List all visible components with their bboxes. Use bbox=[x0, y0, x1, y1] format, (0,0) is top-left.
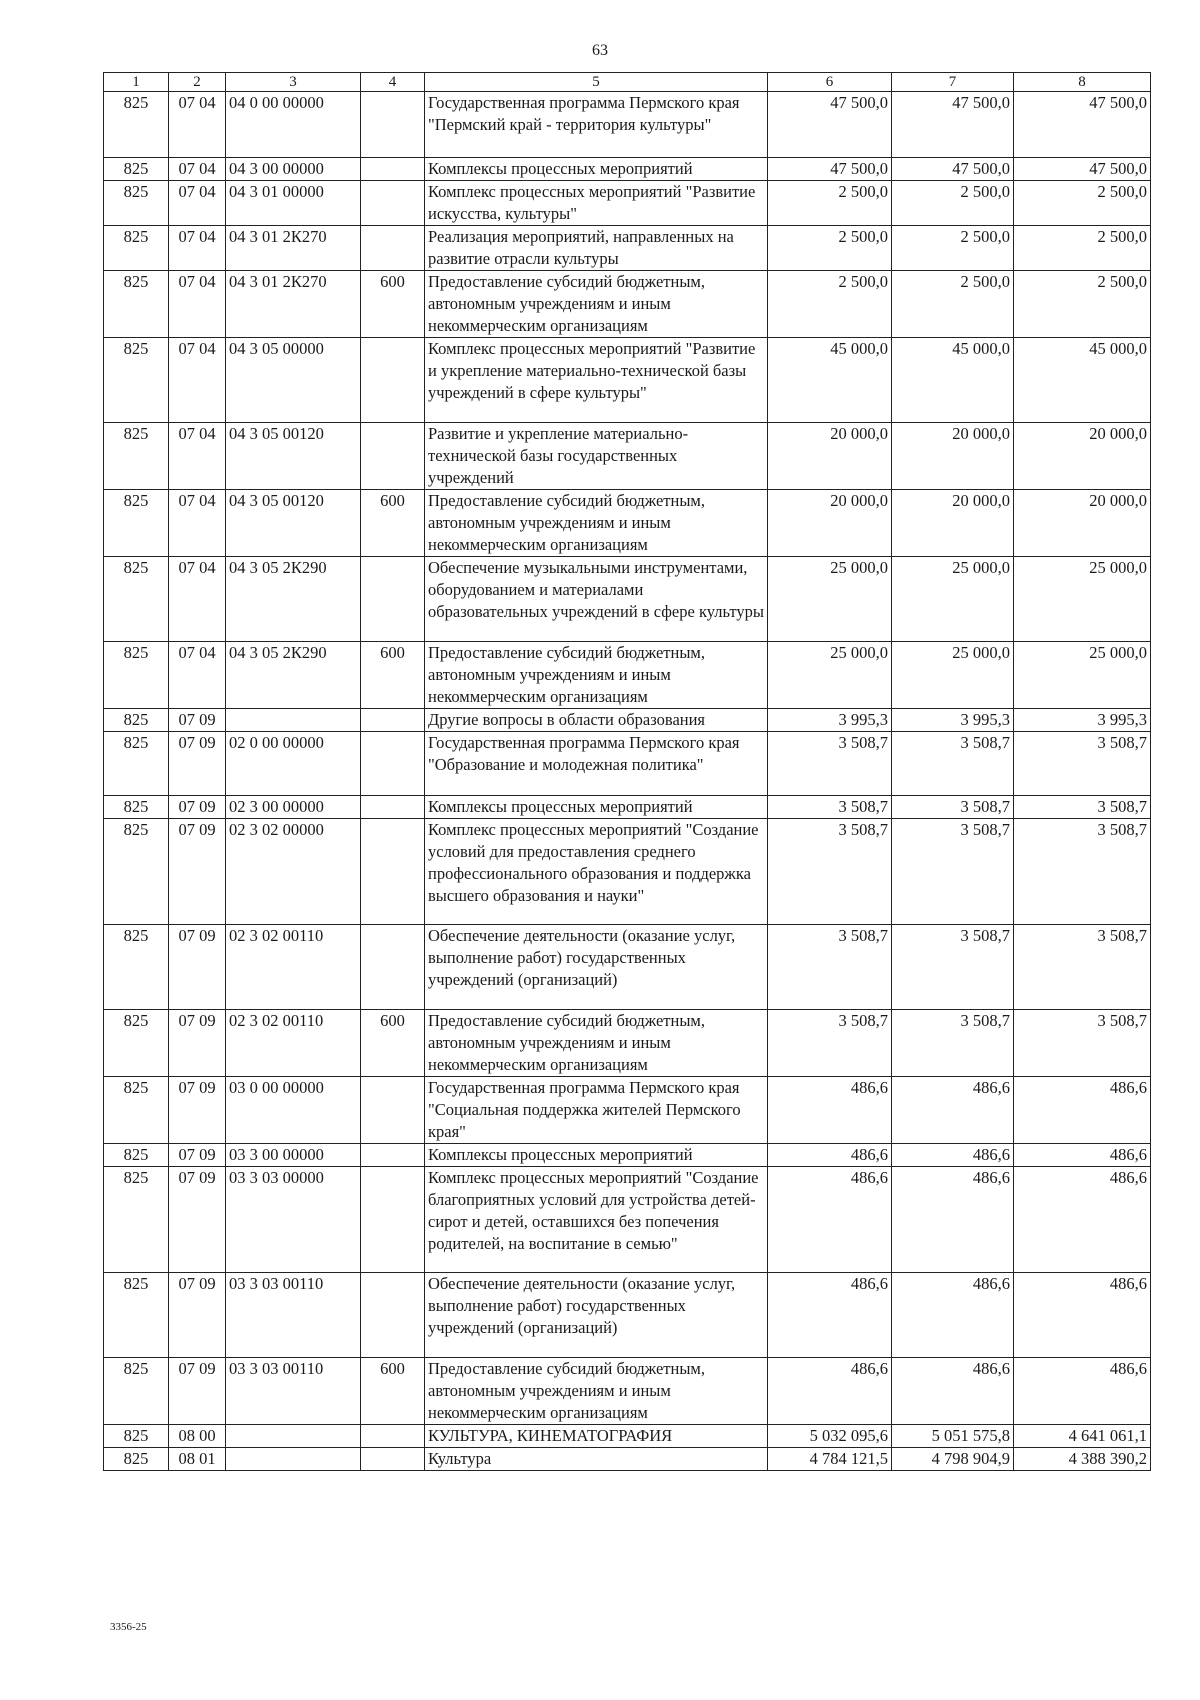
section-code: 07 04 bbox=[169, 642, 226, 709]
amount-col7: 3 508,7 bbox=[892, 732, 1014, 796]
expense-type-code bbox=[361, 732, 425, 796]
admin-code: 825 bbox=[104, 1273, 169, 1358]
amount-col7: 2 500,0 bbox=[892, 226, 1014, 271]
table-row bbox=[104, 271, 1151, 338]
amount-col6: 486,6 bbox=[768, 1273, 892, 1358]
amount-col8: 25 000,0 bbox=[1014, 557, 1151, 642]
target-article-code: 03 0 00 00000 bbox=[226, 1077, 361, 1144]
amount-col8: 4 641 061,1 bbox=[1014, 1425, 1151, 1448]
table-row bbox=[104, 925, 1151, 1010]
table-row bbox=[104, 1010, 1151, 1077]
amount-col8: 3 508,7 bbox=[1014, 796, 1151, 819]
expense-type-code bbox=[361, 1273, 425, 1358]
column-number-5: 5 bbox=[425, 73, 768, 92]
amount-col7: 47 500,0 bbox=[892, 92, 1014, 158]
section-code: 08 01 bbox=[169, 1448, 226, 1471]
amount-col8: 25 000,0 bbox=[1014, 642, 1151, 709]
amount-col6: 3 508,7 bbox=[768, 796, 892, 819]
description: Комплекс процессных мероприятий "Создание условий для предоставления среднего профессионального образования и поддержка высшего образования и науки" bbox=[425, 819, 768, 925]
amount-col8: 45 000,0 bbox=[1014, 338, 1151, 423]
target-article-code: 03 3 03 00000 bbox=[226, 1167, 361, 1273]
section-code: 07 04 bbox=[169, 181, 226, 226]
description: Комплекс процессных мероприятий "Развитие и укрепление материально-технической базы учреждений в сфере культуры" bbox=[425, 338, 768, 423]
admin-code: 825 bbox=[104, 226, 169, 271]
target-article-code: 04 3 05 00120 bbox=[226, 423, 361, 490]
amount-col7: 5 051 575,8 bbox=[892, 1425, 1014, 1448]
admin-code: 825 bbox=[104, 796, 169, 819]
column-number-header bbox=[104, 73, 1151, 92]
description: Государственная программа Пермского края "Пермский край - территория культуры" bbox=[425, 92, 768, 158]
section-code: 07 04 bbox=[169, 158, 226, 181]
expense-type-code: 600 bbox=[361, 1010, 425, 1077]
amount-col6: 3 508,7 bbox=[768, 925, 892, 1010]
section-code: 07 09 bbox=[169, 732, 226, 796]
admin-code: 825 bbox=[104, 1448, 169, 1471]
section-code: 07 09 bbox=[169, 796, 226, 819]
amount-col8: 47 500,0 bbox=[1014, 158, 1151, 181]
amount-col8: 486,6 bbox=[1014, 1077, 1151, 1144]
target-article-code: 03 3 03 00110 bbox=[226, 1358, 361, 1425]
amount-col6: 486,6 bbox=[768, 1077, 892, 1144]
description: Развитие и укрепление материально-технической базы государственных учреждений bbox=[425, 423, 768, 490]
table-row bbox=[104, 557, 1151, 642]
target-article-code: 02 3 02 00110 bbox=[226, 925, 361, 1010]
section-code: 07 04 bbox=[169, 92, 226, 158]
column-number-3: 3 bbox=[226, 73, 361, 92]
amount-col6: 20 000,0 bbox=[768, 490, 892, 557]
section-code: 07 09 bbox=[169, 709, 226, 732]
amount-col6: 2 500,0 bbox=[768, 271, 892, 338]
amount-col6: 3 508,7 bbox=[768, 1010, 892, 1077]
expense-type-code: 600 bbox=[361, 490, 425, 557]
table-row bbox=[104, 1077, 1151, 1144]
amount-col6: 486,6 bbox=[768, 1144, 892, 1167]
target-article-code bbox=[226, 1425, 361, 1448]
amount-col7: 47 500,0 bbox=[892, 158, 1014, 181]
column-number-4: 4 bbox=[361, 73, 425, 92]
amount-col6: 4 784 121,5 bbox=[768, 1448, 892, 1471]
section-code: 07 04 bbox=[169, 338, 226, 423]
amount-col7: 3 508,7 bbox=[892, 819, 1014, 925]
target-article-code bbox=[226, 709, 361, 732]
section-code: 07 04 bbox=[169, 423, 226, 490]
amount-col7: 3 995,3 bbox=[892, 709, 1014, 732]
target-article-code: 04 3 05 00000 bbox=[226, 338, 361, 423]
amount-col6: 486,6 bbox=[768, 1358, 892, 1425]
section-code: 07 09 bbox=[169, 819, 226, 925]
expense-type-code bbox=[361, 226, 425, 271]
amount-col7: 486,6 bbox=[892, 1273, 1014, 1358]
amount-col8: 3 508,7 bbox=[1014, 819, 1151, 925]
section-code: 07 04 bbox=[169, 226, 226, 271]
admin-code: 825 bbox=[104, 490, 169, 557]
table-row bbox=[104, 490, 1151, 557]
admin-code: 825 bbox=[104, 1167, 169, 1273]
expense-type-code: 600 bbox=[361, 271, 425, 338]
amount-col8: 486,6 bbox=[1014, 1144, 1151, 1167]
expense-type-code bbox=[361, 92, 425, 158]
section-code: 07 09 bbox=[169, 1010, 226, 1077]
description: Предоставление субсидий бюджетным, автономным учреждениям и иным некоммерческим организациям bbox=[425, 271, 768, 338]
amount-col7: 4 798 904,9 bbox=[892, 1448, 1014, 1471]
admin-code: 825 bbox=[104, 338, 169, 423]
target-article-code: 04 3 05 2К290 bbox=[226, 642, 361, 709]
table-row bbox=[104, 181, 1151, 226]
expense-type-code bbox=[361, 1425, 425, 1448]
document-code: 3356-25 bbox=[110, 1621, 147, 1633]
amount-col7: 25 000,0 bbox=[892, 642, 1014, 709]
expense-type-code: 600 bbox=[361, 642, 425, 709]
amount-col8: 486,6 bbox=[1014, 1358, 1151, 1425]
description: Комплексы процессных мероприятий bbox=[425, 158, 768, 181]
description: КУЛЬТУРА, КИНЕМАТОГРАФИЯ bbox=[425, 1425, 768, 1448]
description: Комплекс процессных мероприятий "Развитие искусства, культуры" bbox=[425, 181, 768, 226]
amount-col6: 2 500,0 bbox=[768, 181, 892, 226]
budget-table bbox=[103, 72, 1151, 1471]
amount-col8: 20 000,0 bbox=[1014, 490, 1151, 557]
amount-col7: 20 000,0 bbox=[892, 490, 1014, 557]
expense-type-code bbox=[361, 423, 425, 490]
table-row bbox=[104, 338, 1151, 423]
target-article-code: 04 3 01 00000 bbox=[226, 181, 361, 226]
amount-col7: 3 508,7 bbox=[892, 925, 1014, 1010]
amount-col6: 47 500,0 bbox=[768, 92, 892, 158]
amount-col6: 2 500,0 bbox=[768, 226, 892, 271]
expense-type-code bbox=[361, 796, 425, 819]
table-row bbox=[104, 92, 1151, 158]
section-code: 07 09 bbox=[169, 925, 226, 1010]
expense-type-code bbox=[361, 1448, 425, 1471]
table-row bbox=[104, 642, 1151, 709]
table-row bbox=[104, 158, 1151, 181]
admin-code: 825 bbox=[104, 709, 169, 732]
amount-col8: 3 508,7 bbox=[1014, 732, 1151, 796]
admin-code: 825 bbox=[104, 642, 169, 709]
amount-col7: 486,6 bbox=[892, 1358, 1014, 1425]
target-article-code: 03 3 03 00110 bbox=[226, 1273, 361, 1358]
target-article-code: 03 3 00 00000 bbox=[226, 1144, 361, 1167]
amount-col6: 5 032 095,6 bbox=[768, 1425, 892, 1448]
amount-col8: 486,6 bbox=[1014, 1167, 1151, 1273]
expense-type-code bbox=[361, 158, 425, 181]
admin-code: 825 bbox=[104, 819, 169, 925]
description: Обеспечение деятельности (оказание услуг, выполнение работ) государственных учреждений (организаций) bbox=[425, 1273, 768, 1358]
target-article-code: 04 3 01 2К270 bbox=[226, 271, 361, 338]
amount-col8: 3 508,7 bbox=[1014, 1010, 1151, 1077]
table-row bbox=[104, 1448, 1151, 1471]
expense-type-code bbox=[361, 709, 425, 732]
expense-type-code bbox=[361, 925, 425, 1010]
amount-col6: 486,6 bbox=[768, 1167, 892, 1273]
table-row bbox=[104, 709, 1151, 732]
target-article-code: 04 3 05 2К290 bbox=[226, 557, 361, 642]
column-number-6: 6 bbox=[768, 73, 892, 92]
amount-col7: 2 500,0 bbox=[892, 271, 1014, 338]
admin-code: 825 bbox=[104, 92, 169, 158]
description: Государственная программа Пермского края "Социальная поддержка жителей Пермского края" bbox=[425, 1077, 768, 1144]
description: Обеспечение деятельности (оказание услуг, выполнение работ) государственных учреждений (организаций) bbox=[425, 925, 768, 1010]
admin-code: 825 bbox=[104, 158, 169, 181]
section-code: 07 09 bbox=[169, 1273, 226, 1358]
admin-code: 825 bbox=[104, 1358, 169, 1425]
expense-type-code bbox=[361, 1167, 425, 1273]
admin-code: 825 bbox=[104, 1144, 169, 1167]
amount-col6: 3 995,3 bbox=[768, 709, 892, 732]
expense-type-code bbox=[361, 1077, 425, 1144]
amount-col8: 47 500,0 bbox=[1014, 92, 1151, 158]
target-article-code: 02 3 00 00000 bbox=[226, 796, 361, 819]
amount-col7: 3 508,7 bbox=[892, 796, 1014, 819]
table-row bbox=[104, 1273, 1151, 1358]
column-number-2: 2 bbox=[169, 73, 226, 92]
expense-type-code bbox=[361, 819, 425, 925]
description: Предоставление субсидий бюджетным, автономным учреждениям и иным некоммерческим организациям bbox=[425, 1010, 768, 1077]
section-code: 07 09 bbox=[169, 1358, 226, 1425]
target-article-code: 02 0 00 00000 bbox=[226, 732, 361, 796]
admin-code: 825 bbox=[104, 557, 169, 642]
section-code: 07 04 bbox=[169, 490, 226, 557]
amount-col7: 25 000,0 bbox=[892, 557, 1014, 642]
section-code: 07 09 bbox=[169, 1144, 226, 1167]
amount-col8: 2 500,0 bbox=[1014, 226, 1151, 271]
column-number-8: 8 bbox=[1014, 73, 1151, 92]
table-row bbox=[104, 1167, 1151, 1273]
target-article-code bbox=[226, 1448, 361, 1471]
admin-code: 825 bbox=[104, 1425, 169, 1448]
description: Комплекс процессных мероприятий "Создание благоприятных условий для устройства детей-сирот и детей, оставшихся без попечения родителей, на воспитание в семью" bbox=[425, 1167, 768, 1273]
expense-type-code bbox=[361, 1144, 425, 1167]
section-code: 07 09 bbox=[169, 1077, 226, 1144]
admin-code: 825 bbox=[104, 732, 169, 796]
amount-col6: 25 000,0 bbox=[768, 642, 892, 709]
amount-col6: 20 000,0 bbox=[768, 423, 892, 490]
description: Культура bbox=[425, 1448, 768, 1471]
amount-col7: 2 500,0 bbox=[892, 181, 1014, 226]
description: Обеспечение музыкальными инструментами, оборудованием и материалами образовательных учреждений в сфере культуры bbox=[425, 557, 768, 642]
description: Предоставление субсидий бюджетным, автономным учреждениям и иным некоммерческим организациям bbox=[425, 1358, 768, 1425]
description: Другие вопросы в области образования bbox=[425, 709, 768, 732]
amount-col8: 2 500,0 bbox=[1014, 181, 1151, 226]
description: Предоставление субсидий бюджетным, автономным учреждениям и иным некоммерческим организациям bbox=[425, 642, 768, 709]
target-article-code: 04 3 00 00000 bbox=[226, 158, 361, 181]
description: Комплексы процессных мероприятий bbox=[425, 796, 768, 819]
amount-col6: 3 508,7 bbox=[768, 819, 892, 925]
description: Государственная программа Пермского края "Образование и молодежная политика" bbox=[425, 732, 768, 796]
table-row bbox=[104, 732, 1151, 796]
description: Предоставление субсидий бюджетным, автономным учреждениям и иным некоммерческим организациям bbox=[425, 490, 768, 557]
amount-col7: 486,6 bbox=[892, 1077, 1014, 1144]
amount-col6: 45 000,0 bbox=[768, 338, 892, 423]
page-number: 63 bbox=[592, 42, 608, 59]
table-row bbox=[104, 423, 1151, 490]
table-row bbox=[104, 226, 1151, 271]
expense-type-code bbox=[361, 181, 425, 226]
target-article-code: 04 3 05 00120 bbox=[226, 490, 361, 557]
column-number-1: 1 bbox=[104, 73, 169, 92]
amount-col6: 3 508,7 bbox=[768, 732, 892, 796]
section-code: 07 04 bbox=[169, 271, 226, 338]
description: Комплексы процессных мероприятий bbox=[425, 1144, 768, 1167]
target-article-code: 04 0 00 00000 bbox=[226, 92, 361, 158]
table-row bbox=[104, 1358, 1151, 1425]
amount-col8: 3 995,3 bbox=[1014, 709, 1151, 732]
amount-col7: 20 000,0 bbox=[892, 423, 1014, 490]
expense-type-code bbox=[361, 338, 425, 423]
table-row bbox=[104, 1144, 1151, 1167]
table-row bbox=[104, 819, 1151, 925]
section-code: 07 04 bbox=[169, 557, 226, 642]
target-article-code: 04 3 01 2К270 bbox=[226, 226, 361, 271]
table-row bbox=[104, 1425, 1151, 1448]
table-row bbox=[104, 796, 1151, 819]
section-code: 08 00 bbox=[169, 1425, 226, 1448]
admin-code: 825 bbox=[104, 423, 169, 490]
amount-col8: 486,6 bbox=[1014, 1273, 1151, 1358]
amount-col7: 486,6 bbox=[892, 1167, 1014, 1273]
amount-col7: 486,6 bbox=[892, 1144, 1014, 1167]
admin-code: 825 bbox=[104, 1077, 169, 1144]
amount-col6: 47 500,0 bbox=[768, 158, 892, 181]
description: Реализация мероприятий, направленных на развитие отрасли культуры bbox=[425, 226, 768, 271]
admin-code: 825 bbox=[104, 1010, 169, 1077]
amount-col7: 45 000,0 bbox=[892, 338, 1014, 423]
column-number-7: 7 bbox=[892, 73, 1014, 92]
admin-code: 825 bbox=[104, 181, 169, 226]
section-code: 07 09 bbox=[169, 1167, 226, 1273]
amount-col7: 3 508,7 bbox=[892, 1010, 1014, 1077]
admin-code: 825 bbox=[104, 271, 169, 338]
amount-col8: 20 000,0 bbox=[1014, 423, 1151, 490]
amount-col8: 4 388 390,2 bbox=[1014, 1448, 1151, 1471]
expense-type-code bbox=[361, 557, 425, 642]
amount-col8: 2 500,0 bbox=[1014, 271, 1151, 338]
amount-col6: 25 000,0 bbox=[768, 557, 892, 642]
expense-type-code: 600 bbox=[361, 1358, 425, 1425]
admin-code: 825 bbox=[104, 925, 169, 1010]
target-article-code: 02 3 02 00000 bbox=[226, 819, 361, 925]
target-article-code: 02 3 02 00110 bbox=[226, 1010, 361, 1077]
amount-col8: 3 508,7 bbox=[1014, 925, 1151, 1010]
